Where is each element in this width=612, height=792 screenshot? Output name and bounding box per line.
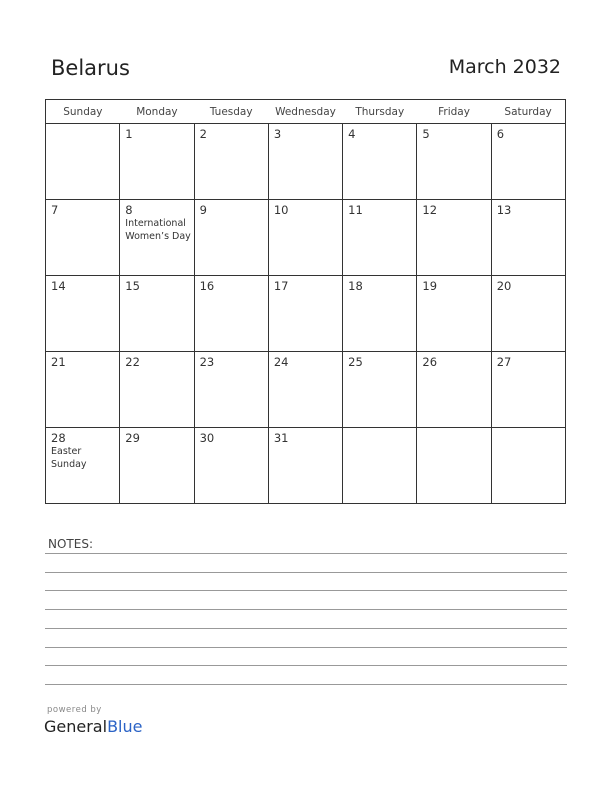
day-cell — [417, 352, 491, 428]
day-number: 5 — [422, 127, 430, 141]
notes-line — [45, 553, 567, 554]
day-number: 22 — [125, 355, 140, 369]
weekday-header: Wednesday — [268, 100, 342, 124]
week-row — [46, 124, 566, 200]
day-cell — [268, 124, 342, 200]
day-number: 29 — [125, 431, 140, 445]
day-cell — [491, 352, 565, 428]
day-number: 23 — [199, 355, 215, 369]
day-number: 24 — [273, 355, 289, 369]
weekday-header: Sunday — [46, 100, 120, 124]
day-number: 14 — [51, 279, 66, 293]
day-number: 9 — [199, 203, 207, 217]
weekday-header: Saturday — [491, 100, 565, 124]
day-number: 6 — [496, 127, 505, 141]
holiday-label: Easter Sunday — [51, 446, 87, 470]
day-number: 4 — [348, 127, 356, 141]
day-number: 25 — [348, 355, 363, 369]
day-cell — [120, 200, 194, 276]
day-number: 16 — [199, 279, 215, 293]
logo-text-general: General — [44, 717, 108, 736]
day-number: 13 — [496, 203, 512, 217]
day-cell — [46, 276, 120, 352]
day-cell — [417, 124, 491, 200]
day-cell — [194, 276, 268, 352]
day-cell — [120, 352, 194, 428]
day-cell — [417, 200, 491, 276]
notes-line — [45, 609, 567, 610]
day-cell — [120, 428, 194, 504]
day-number: 2 — [199, 127, 207, 141]
day-cell — [194, 124, 268, 200]
week-row — [46, 276, 566, 352]
generalblue-logo[interactable] — [44, 717, 142, 736]
day-number: 30 — [199, 431, 215, 445]
notes-line — [45, 628, 567, 629]
day-cell — [46, 124, 120, 200]
day-cell — [268, 428, 342, 504]
week-row — [46, 428, 566, 504]
day-cell — [417, 276, 491, 352]
day-number: 10 — [273, 203, 289, 217]
notes-label: NOTES: — [48, 537, 93, 551]
day-cell — [491, 200, 565, 276]
day-cell — [343, 124, 417, 200]
day-number: 31 — [273, 431, 289, 445]
weekday-header: Friday — [417, 100, 491, 124]
month-title: March 2032 — [448, 56, 561, 78]
day-number: 3 — [273, 127, 282, 141]
day-cell — [343, 276, 417, 352]
day-number: 7 — [51, 203, 59, 217]
notes-line — [45, 572, 567, 573]
day-number: 27 — [496, 355, 512, 369]
day-cell — [120, 124, 194, 200]
day-cell — [343, 428, 417, 504]
day-cell — [46, 428, 120, 504]
day-cell — [491, 276, 565, 352]
notes-line — [45, 684, 567, 685]
day-cell — [194, 352, 268, 428]
day-cell — [491, 428, 565, 504]
day-number: 11 — [348, 203, 363, 217]
day-number: 20 — [496, 279, 512, 293]
week-row — [46, 352, 566, 428]
weekday-header-row — [46, 100, 566, 124]
day-number: 8 — [125, 203, 133, 217]
day-cell — [417, 428, 491, 504]
day-cell — [491, 124, 565, 200]
day-number: 26 — [422, 355, 438, 369]
day-cell — [46, 352, 120, 428]
holiday-label: International Women’s Day — [125, 218, 191, 242]
day-number: 17 — [273, 279, 289, 293]
logo-text-blue: Blue — [107, 717, 143, 736]
country-title: Belarus — [51, 56, 130, 80]
day-cell — [343, 352, 417, 428]
day-number: 18 — [348, 279, 363, 293]
day-number: 28 — [51, 431, 66, 445]
day-number: 19 — [422, 279, 438, 293]
day-number: 12 — [422, 203, 438, 217]
day-cell — [268, 276, 342, 352]
day-number: 21 — [51, 355, 66, 369]
notes-line — [45, 665, 567, 666]
day-cell — [194, 200, 268, 276]
weekday-header: Tuesday — [194, 100, 268, 124]
day-number: 1 — [125, 127, 133, 141]
notes-line — [45, 590, 567, 591]
day-cell — [194, 428, 268, 504]
calendar-grid — [45, 99, 566, 504]
day-cell — [343, 200, 417, 276]
day-number: 15 — [125, 279, 140, 293]
day-cell — [46, 200, 120, 276]
weekday-header: Monday — [120, 100, 194, 124]
day-cell — [268, 352, 342, 428]
notes-line — [45, 647, 567, 648]
day-cell — [268, 200, 342, 276]
day-cell — [120, 276, 194, 352]
weekday-header: Thursday — [343, 100, 417, 124]
week-row — [46, 200, 566, 276]
powered-by-label: powered by — [47, 705, 102, 715]
